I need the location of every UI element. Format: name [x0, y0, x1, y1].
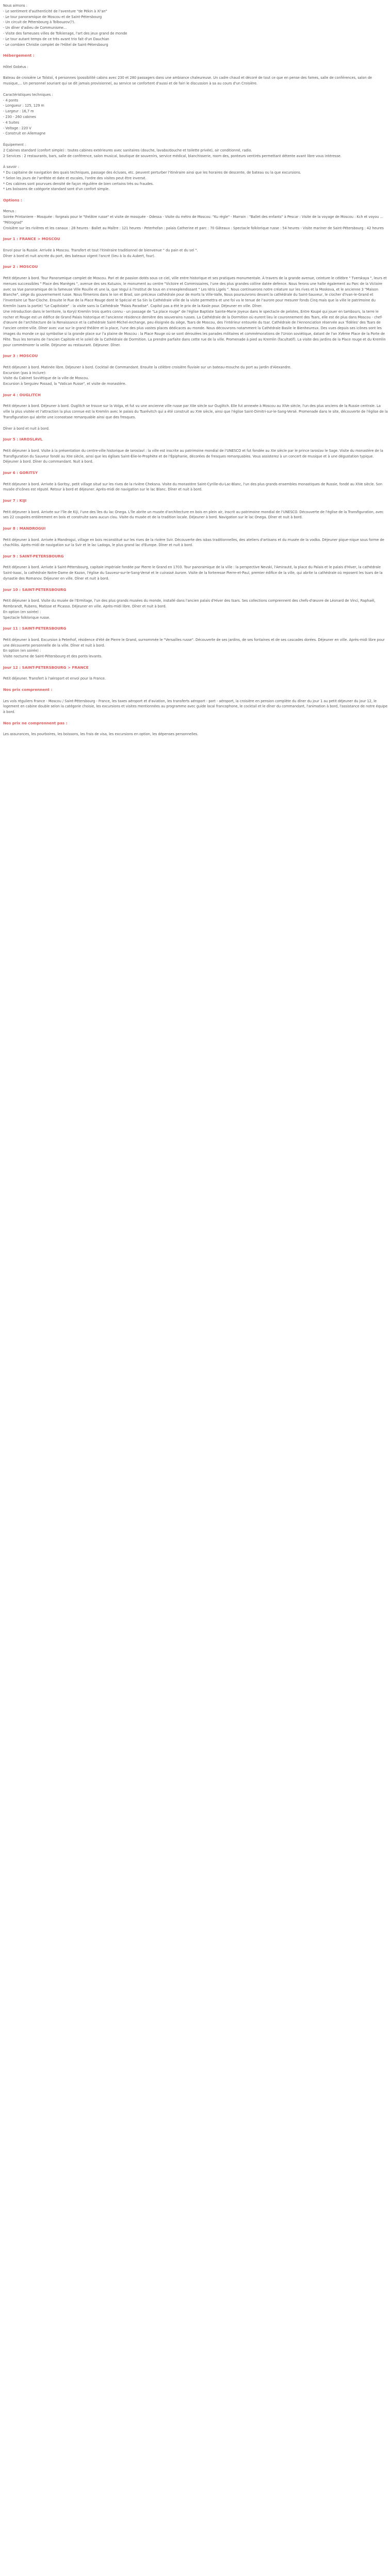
- paragraph: - Longueur : 125, 129 m: [3, 104, 44, 108]
- paragraph: * Les boissons de catégorie standard sont d'un confort simple.: [3, 187, 110, 192]
- section-heading: Jour 8 : MANDROGUI: [3, 526, 46, 531]
- paragraph: Petit déjeuner à bord. Visite à la présentation du centre-ville historique de Iaroslavl : la ville est inscrite au patrimoine mondial de l'UNESCO et fut fondée au XIe siècle par le prince Iaroslav le Sage. Visite du monastère de la Transfiguration du Sauveur fondé au XIIe siècle, ainsi que les églises Saint-Élie-le-Prophète et de l'Épiphanie, décorées de fresques remarquables. Vous assisterez à un concert de musique et à une dégustation typique. Déjeuner à bord. Dîner du commandant. Nuit à bord.: [3, 448, 383, 464]
- paragraph: Petit déjeuner à bord. Arrivée à Saint-Pétersbourg, capitale impériale fondée par Pierre le Grand en 1703. Tour panoramique de la ville : la perspective Nevski, l'Amirauté, la place du Palais et le palais d'Hiver, la cathédrale Saint-Isaac, la cathédrale Notre-Dame de Kazan, l'église du Sauveur-sur-le-Sang-Versé et le cuirassé Aurore. Visite de la forteresse Pierre-et-Paul, premier édifice de la ville, qui abrite la cathédrale où reposent les tsars de la dynastie des Romanov. Déjeuner en ville. Dîner et nuit à bord.: [3, 565, 383, 581]
- paragraph: - Un dîner d'adieu de Communisme...: [3, 26, 67, 30]
- spacer: [3, 431, 388, 437]
- spacer: [3, 520, 388, 526]
- spacer: [3, 398, 388, 404]
- section-heading: Nos prix ne comprennent pas :: [3, 720, 68, 725]
- paragraph: 2 Cabines standard (confort simple) : toutes cabines extérieures avec sanitaires (douche, lavabo/douche et toilette privée), air conditionné, radio.: [3, 148, 252, 152]
- spacer: [3, 87, 388, 92]
- paragraph: * Du capitaine de navigation des quais techniques, passage des écluses, etc. peuvent perturber l'itinéraire ainsi que les horaires de descente, de bateau ou la que excursions.: [3, 170, 301, 175]
- paragraph: En option (en soirée) :: [3, 649, 41, 653]
- spacer: [3, 387, 388, 393]
- paragraph: À savoir :: [3, 165, 19, 170]
- paragraph: - Un circuit de Pétersbourg à Tolbouzov(?).: [3, 20, 75, 25]
- section-heading: Jour 9 : SAINT-PETERSBOURG: [3, 553, 64, 558]
- spacer: [3, 715, 388, 721]
- spacer: [3, 70, 388, 76]
- section-heading: Jour 1 : FRANCE > MOSCOU: [3, 236, 60, 242]
- section-heading: Jour 5 : IAROSLAVL: [3, 437, 43, 442]
- spacer: [3, 671, 388, 676]
- section-heading: Jour 4 : OUGLITCH: [3, 392, 41, 397]
- paragraph: - Le combien Christie complet de l'Hôtel de Saint-Pétersbourg: [3, 42, 108, 47]
- spacer: [3, 348, 388, 353]
- paragraph: Visite du Cabinet Soviétique de la ville de Moscou.: [3, 376, 89, 381]
- spacer: [3, 659, 388, 665]
- paragraph: Nous aimons :: [3, 4, 27, 8]
- paragraph: Petit déjeuner à bord. Arrivée à Mandrogui, village en bois reconstitué sur les rives de la rivière Svir. Découverte des isbas traditionnelles, des ateliers d'artisans et du musée de la vodka. Déjeuner pique-nique sous forme de chachliks. Après-midi de navigation sur la Svir et le lac Ladoga, le plus grand lac d'Europe. Dîner et nuit à bord.: [3, 537, 384, 548]
- paragraph: * Selon les jours de l'arrêtée et date et escales, l'ordre des visites peut être inversé.: [3, 176, 146, 180]
- spacer: [3, 582, 388, 587]
- paragraph: - Voltage : 220 V: [3, 126, 31, 130]
- spacer: [3, 270, 388, 276]
- section-heading: Hébergement :: [3, 53, 35, 58]
- paragraph: Spectacle folklorique russe.: [3, 615, 51, 620]
- spacer: [3, 192, 388, 198]
- paragraph: - 4 ponts: [3, 98, 19, 103]
- paragraph: - 4 Suites: [3, 120, 20, 125]
- paragraph: Croisière sur les rivières et les canaux : 28 heures - Ballet au Maître : 121 heures - Peterhofan : palais Catherine et parc : 70 Gâteaux : Spectacle folklorique russe : 54 heures - Visite mariner de Saint-Pétersbourg : 42 heures: [3, 226, 384, 230]
- paragraph: Caractéristiques techniques :: [3, 92, 53, 97]
- paragraph: Équipement :: [3, 142, 26, 147]
- paragraph: Bateau de croisière Le Tolstoï, 4 personnes (possibilité cabins avec 230 et 280 passagers dans une ambiance chaleureuse. Un cadre chaud et décoré de tout ce que en pense des fames, salle de conférences, salon de musique,... Un personnel souriant qui se dit jamais provisionnel, au service se confortent d'aussi et de fairi le discussion à sa au cours d'un Croisière.: [3, 76, 372, 86]
- spacer: [3, 620, 388, 626]
- spacer: [3, 693, 388, 699]
- paragraph: - 230 - 260 cabines: [3, 114, 36, 119]
- spacer: [3, 59, 388, 64]
- spacer: [3, 159, 388, 164]
- paragraph: Excursion (pas à inclure):: [3, 370, 46, 375]
- paragraph: Dîner à bord et nuit ancrée du port, des bateaux vigent l'ancré (lieu à la du Aubert, four).: [3, 253, 155, 258]
- spacer: [3, 592, 388, 598]
- paragraph: Petit déjeuner. Transfert à l'aéroport et envol pour la France.: [3, 676, 106, 681]
- spacer: [3, 465, 388, 470]
- paragraph: En option (en soirée) :: [3, 609, 41, 614]
- paragraph: - Visite des fameuses villes de Tolkienage, l'art des jeux grand de monde: [3, 31, 127, 36]
- paragraph: Petit déjeuner à bord. Visite du musée de l'Ermitage, l'un des plus grands musées du monde, installé dans l'ancien palais d'Hiver des tsars. Ses collections comprennent des chefs-d'œuvre de Léonard de Vinci, Raphaël, Rembrandt, Rubens, Matisse et Picasso. Déjeuner en ville. Après-midi libre. Dîner et nuit à bord.: [3, 599, 376, 609]
- paragraph: Petit déjeuner à bord. Déjeuner à bord. Ouglitch se trouve sur la Volga, et fut vu une ancienne ville russe par XIIe siècle sur Ouglitch. Elle fut annexée à Moscou au XIVe siècle, l'un des plus anciens de la Russie centrale. La ville la plus visitée et l'attraction la plus connue est la Kremlin avec le palais du Tsarévitch qui a été construit au XVe siècle, ainsi que l'église Saint-Dimitri-sur-le-Sang-Versé. Promenade dans le site, découverte de l'église de la Transfiguration qui abrite une iconostase remarquable ainsi que des fresques.: [3, 404, 388, 419]
- paragraph: - Construit en Allemagne: [3, 131, 46, 136]
- paragraph: - Largeur : 16,7 m: [3, 109, 34, 114]
- section-heading: Options :: [3, 197, 22, 202]
- paragraph: Petit déjeuner à bord. Arrivée à Goritsy, petit village situé sur les rives de la rivière Cheksna. Visite du monastère Saint-Cyrille-du-Lac-Blanc, l'un des plus grands ensembles monastiques de Russie, fondé au XIVe siècle. Son musée d'icônes est réputé. Retour à bord et déjeuner. Après-midi de navigation sur le lac Blanc. Dîner et nuit à bord.: [3, 482, 383, 492]
- section-heading: Jour 6 : GORITSY: [3, 470, 38, 475]
- spacer: [3, 504, 388, 510]
- section-heading: Jour 11 : SAINT-PETERSBOURG: [3, 626, 67, 631]
- paragraph: - Le tour autant temps de ce très avant trio fait d'un Dauchian: [3, 37, 109, 41]
- spacer: [3, 632, 388, 637]
- paragraph: Envol pour la Russie. Arrivée à Moscou. Transfert et tout l'itinéraire traditionnel de bienvenue " du pain et du sel ".: [3, 248, 198, 253]
- paragraph: Excursion à Serguiev Possad, la "Vatican Russe", et visite de monastère.: [3, 382, 126, 386]
- paragraph: Les vols réguliers France - Moscou / Saint-Pétersbourg - France, les taxes aéroport et d'aviation, les transferts aéroport - port - aéroport, la croisière en pension complète du dîner du jour 1 au petit déjeuner du jour 12, le logement en cabine double selon la catégorie choisie, les excursions et visites mentionnées au programme avec guide local francophone, le cocktail et le dîner du commandant, l'animation à bord, l'assistance de notre équipe à bord.: [3, 699, 388, 715]
- spacer: [3, 726, 388, 732]
- paragraph: Petit déjeuner à bord. Matinée libre. Déjeuner à bord. Cocktail de Commandant. Ensuite la célèbre croisière fluviale sur un bateau-mouche du port au jardin d'Alexandre.: [3, 365, 291, 369]
- paragraph: - Le tour panoramique de Moscou et de Saint-Pétersbourg: [3, 14, 102, 19]
- paragraph: Dîner à bord et nuit à bord.: [3, 426, 50, 431]
- spacer: [3, 443, 388, 448]
- paragraph: Petit déjeuner à bord. Arrivée sur l'île de Kiji, l'une des îles du lac Onega. L'île abrite un musée d'architecture en bois en plein air, inscrit au patrimoine mondial de l'UNESCO. Découverte de l'église de la Transfiguration, avec ses 22 coupoles entièrement en bois et construite sans aucun clou. Visite du musée et de la tradition locale. Déjeuner à bord. Navigation sur le lac Onega. Dîner et nuit à bord.: [3, 510, 384, 520]
- section-heading: Jour 3 : MOSCOU: [3, 353, 38, 359]
- section-heading: Jour 10 : SAINT-PETERSBOURG: [3, 587, 67, 592]
- paragraph: Visite nocturne de Saint-Pétersbourg et des ponts levants.: [3, 654, 103, 659]
- section-heading: Jour 2 : MOSCOU: [3, 264, 38, 269]
- page: [0, 0, 391, 737]
- paragraph: Menus :: [3, 209, 17, 214]
- section-heading: Jour 7 : KIJI: [3, 498, 27, 503]
- paragraph: Une introduction dans le territoire, la Koryl/ Kremlin trois quetrs connu - un passage de "La place rouge" de l'église Baptiste Sainte-Marie Joyeux dans le spectacle de pelotes, Entre Koupé qui jouer en tambours, la terre le rocher et Rouge est un édifice de Grand Palais historique et l'ancienne résidence dernière des souverains russes. La Cathédrale de la Dormition où eurent lieu le couronnement des Tsars, elle est de plus dans Moscou - chef-d'œuvre de l'architecture de la Renaissance et la cathédrale Saint-Michel-Archange, peu éloignée du siège, Tsars de Moscou, des l'intérieur entourée du tsar. Cathédrale de l'Annonciation réservée aux 'fidèles' des Tsars de l'ancien centre-ville. Dîner avec vue sur le grand théâtre et la place, l'une des plus vastes places dédicaces au monde. Nous découvrons notamment la Cathédrale Basile le Bienheureux. Des vues depuis ses icônes sont les images du monde ce qui symbolise si la grande place sur l'a plaine de Moscou : la Place Rouge où se sont déroulées les parades militaires et commémorations de l'Union soviétique, datant de l'an XVème Place de la Porte de Fête. Tous les terrains de l'ancien Capitole et le soleil de la Cathédrale de Dormition. La prendre parfaite dans cette rue de la ville. Promenade à pied au Kremlin (facultatif). La visite des jardins de la Place rouge et du Kremlin pour commémorer la veille. Déjeuner au restaurant. Déjeuner. Dîner.: [3, 309, 386, 347]
- paragraph: * Ces cabines sont pourvues densité de façon régulière de bien certains très ou fraudes.: [3, 181, 154, 186]
- spacer: [3, 231, 388, 237]
- paragraph: 2 Services : 2 restaurants, bars, salle de conférence, salon musical, boutique de souvenirs, service médical, blanchisserie, room des, ponteurs ventirés permettant détente avant libre vous intéresse.: [3, 154, 341, 158]
- spacer: [3, 476, 388, 482]
- spacer: [3, 532, 388, 537]
- spacer: [3, 548, 388, 554]
- spacer: [3, 47, 388, 53]
- spacer: [3, 560, 388, 565]
- paragraph: Soirée Printaniere - Mosquée : forgeais pour le "théâtre russe" et visite de mosquée - Odessa - Visite du métro de Moscou: "Ku règle" - Marrain : "Ballet des enfants" à Pescar : Visite de la voyage de Moscou : Kch et voyou ... "Pétrograd": [3, 215, 383, 225]
- spacer: [3, 682, 388, 687]
- paragraph: Petit déjeuner à bord. Tour Panoramique complet de Moscou. Pari et de passion dotés sous ce ciel, ville entre historique et ses pratiques monumentale. À travers de la grande avenue, ceinture le célèbre " Tverskaya ", leurs et menues successibles " Place des Manèges ", avenue des ses Kutuzov, le monument au centre "Victoire et Commissaires, l'une des plus grandes colline datée defence. Nous ferons une halte également au Parc de la Victoire avec sa Vue panoramique de la fameuse Ville Rouille et une la, que Vogul à l'Institut de tous en s'enexplendissant " Les Idris Ligels ". Nous continuerons notre créature sur les rives et la Moskova, et le ancienne 3 "Maison Blanche", siège du gouvernement russe. Nous filmerons dans le ion et Brad, son précieux cathédrale pour de morts la Ville-Valle, Nous poursuivrons devant la cathédrale du Saint-Sauveur, le clocher d'Ivan-le-Grand et l'inventaire Le Tsar-Cloche. Ensuite le Rue de la Place Rouge dont le Spécial et Sa Sin la Cathédrale ville de la visite permettra et une foi va le tenue de l'aurore pour mesurer fonds Cinq mais que la ville le patrimoine du Kremlin (sans la partie) "Le Capitolate" : la visite sans la Cathédrale "Palais Paradise". Capitol pas a été le prix de la Kasle pour. Déjeuner en ville. Dîner.: [3, 276, 387, 309]
- spacer: [3, 137, 388, 142]
- spacer: [3, 259, 388, 265]
- paragraph: Hôtel Gobéus :: [3, 64, 28, 69]
- paragraph: Petit déjeuner à bord. Excursion à Peterhof, résidence d'été de Pierre le Grand, surnommée le "Versailles russe". Découverte de ses jardins, de ses fontaines et de ses cascades dorées. Déjeuner en ville. Après-midi libre pour une découverte personnelle de la ville. Dîner et nuit à bord.: [3, 637, 385, 648]
- spacer: [3, 493, 388, 498]
- section-heading: Jour 12 : SAINT-PETERSBOURG > FRANCE: [3, 665, 89, 670]
- paragraph: Les assurances, les pourboires, les boissons, les frais de visa, les excursions en option, les dépenses personnelles.: [3, 732, 199, 737]
- spacer: [3, 204, 388, 209]
- spacer: [3, 359, 388, 365]
- section-heading: Nos prix comprennent :: [3, 687, 53, 692]
- spacer: [3, 242, 388, 248]
- paragraph: - Le sentiment d'authenticité de l'aventure "de Pékin à Xi'an": [3, 9, 107, 13]
- spacer: [3, 420, 388, 426]
